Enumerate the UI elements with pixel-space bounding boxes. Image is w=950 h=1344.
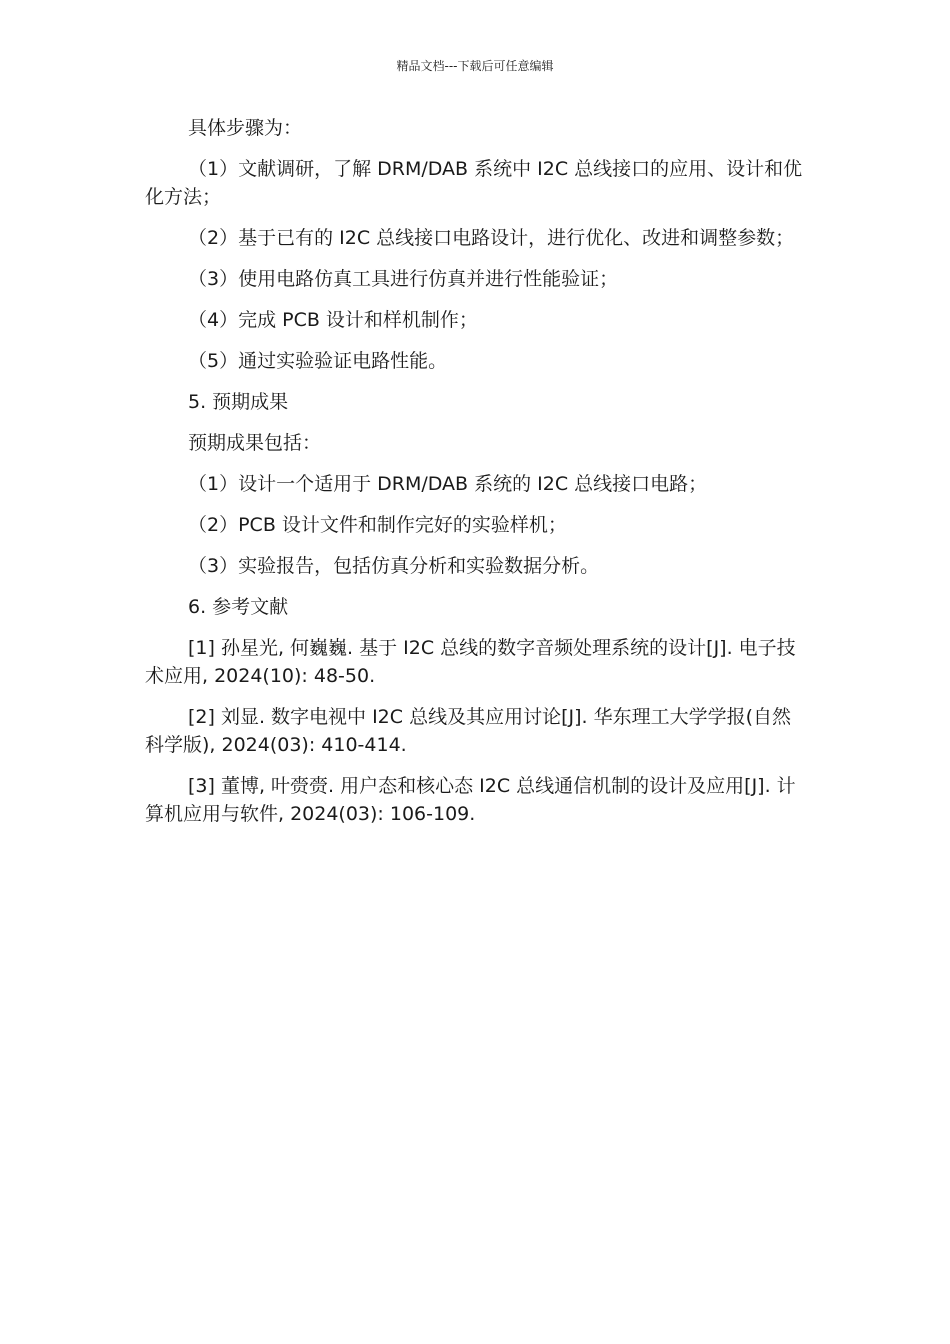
result-item-2: （2）PCB 设计文件和制作完好的实验样机； [188, 514, 567, 536]
results-intro: 预期成果包括： [188, 432, 322, 454]
result-item-3: （3）实验报告，包括仿真分析和实验数据分析。 [188, 555, 600, 577]
result-item-1: （1）设计一个适用于 DRM/DAB 系统的 I2C 总线接口电路； [188, 473, 708, 495]
step-item-3: （3）使用电路仿真工具进行仿真并进行性能验证； [188, 268, 619, 290]
reference-item-1: [1] 孙星光, 何巍巍. 基于 I2C 总线的数字音频处理系统的设计[J]. 电子技术应用, 2024(10): 48-50. [145, 637, 796, 687]
page-header: 精品文档---下载后可任意编辑 [396, 59, 554, 73]
step-item-2: （2）基于已有的 I2C 总线接口电路设计，进行优化、改进和调整参数； [188, 227, 795, 249]
section-heading-expected-results: 5. 预期成果 [188, 391, 289, 413]
document-body [145, 114, 807, 841]
reference-item-3: [3] 董博, 叶赍赍. 用户态和核心态 I2C 总线通信机制的设计及应用[J]. 计算机应用与软件, 2024(03): 106-109. [145, 775, 796, 825]
step-item-4: （4）完成 PCB 设计和样机制作； [188, 309, 478, 331]
step-item-5: （5）通过实验验证电路性能。 [188, 350, 448, 372]
section-heading-references: 6. 参考文献 [188, 596, 289, 618]
steps-intro: 具体步骤为： [188, 117, 303, 139]
step-item-1: （1）文献调研，了解 DRM/DAB 系统中 I2C 总线接口的应用、设计和优化方法； [145, 158, 803, 208]
reference-item-2: [2] 刘显. 数字电视中 I2C 总线及其应用讨论[J]. 华东理工大学学报(自然科学版), 2024(03): 410-414. [145, 706, 791, 756]
